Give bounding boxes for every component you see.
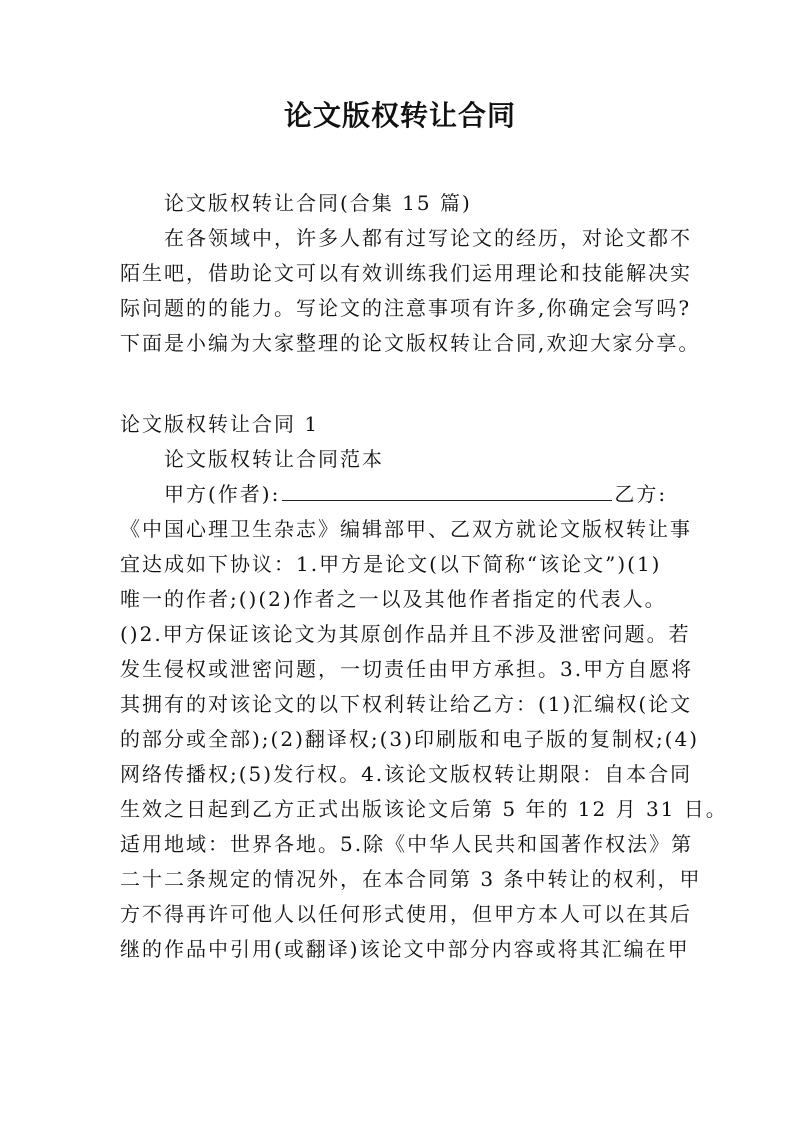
party-b-label: 乙方: <box>614 482 668 506</box>
body-line-10: 适用地域：世界各地。5.除《中华人民共和国著作权法》第 <box>120 832 694 856</box>
template-heading: 论文版权转让合同范本 <box>164 447 384 471</box>
body-line-12: 方不得再许可他人以任何形式使用，但甲方本人可以在其后 <box>120 902 692 926</box>
intro-line-4: 下面是小编为大家整理的论文版权转让合同,欢迎大家分享。 <box>120 331 701 355</box>
body-line-3: 唯一的作者;()(2)作者之一以及其他作者指定的代表人。 <box>120 587 667 611</box>
party-line <box>120 477 690 512</box>
document-title: 论文版权转让合同 <box>283 99 516 132</box>
collection-subtitle: 论文版权转让合同(合集 15 篇) <box>164 191 472 215</box>
body-line-9: 生效之日起到乙方正式出版该论文后第 5 年的 12 月 31 日。 <box>120 797 728 821</box>
body-line-4: ()2.甲方保证该论文为其原创作品并且不涉及泄密问题。若 <box>120 622 691 646</box>
document-body <box>120 186 728 967</box>
party-a-blank-field[interactable] <box>282 478 612 501</box>
intro-line-3: 际问题的的能力。写论文的注意事项有许多,你确定会写吗? <box>120 296 692 320</box>
body-line-7: 的部分或全部);(2)翻译权;(3)印刷版和电子版的复制权;(4) <box>120 727 700 751</box>
intro-line-1: 在各领域中，许多人都有过写论文的经历，对论文都不 <box>164 226 692 250</box>
body-line-6: 其拥有的对该论文的以下权利转让给乙方：(1)汇编权(论文 <box>120 692 693 716</box>
body-line-2: 宜达成如下协议：1.甲方是论文(以下简称“该论文”)(1) <box>120 552 662 576</box>
body-line-1: 《中国心理卫生杂志》编辑部甲、乙双方就论文版权转让事 <box>120 517 692 541</box>
body-line-8: 网络传播权;(5)发行权。4.该论文版权转让期限：自本合同 <box>120 762 693 786</box>
section-spacer <box>120 361 690 407</box>
body-line-5: 发生侵权或泄密问题，一切责任由甲方承担。3.甲方自愿将 <box>120 657 694 681</box>
intro-line-2: 陌生吧，借助论文可以有效训练我们运用理论和技能解决实 <box>120 261 692 285</box>
section-heading: 论文版权转让合同 1 <box>120 412 320 436</box>
body-line-11: 二十二条规定的情况外，在本合同第 3 条中转让的权利，甲 <box>120 867 702 891</box>
party-a-label: 甲方(作者): <box>164 482 281 506</box>
body-line-13: 继的作品中引用(或翻译)该论文中部分内容或将其汇编在甲 <box>120 937 690 961</box>
